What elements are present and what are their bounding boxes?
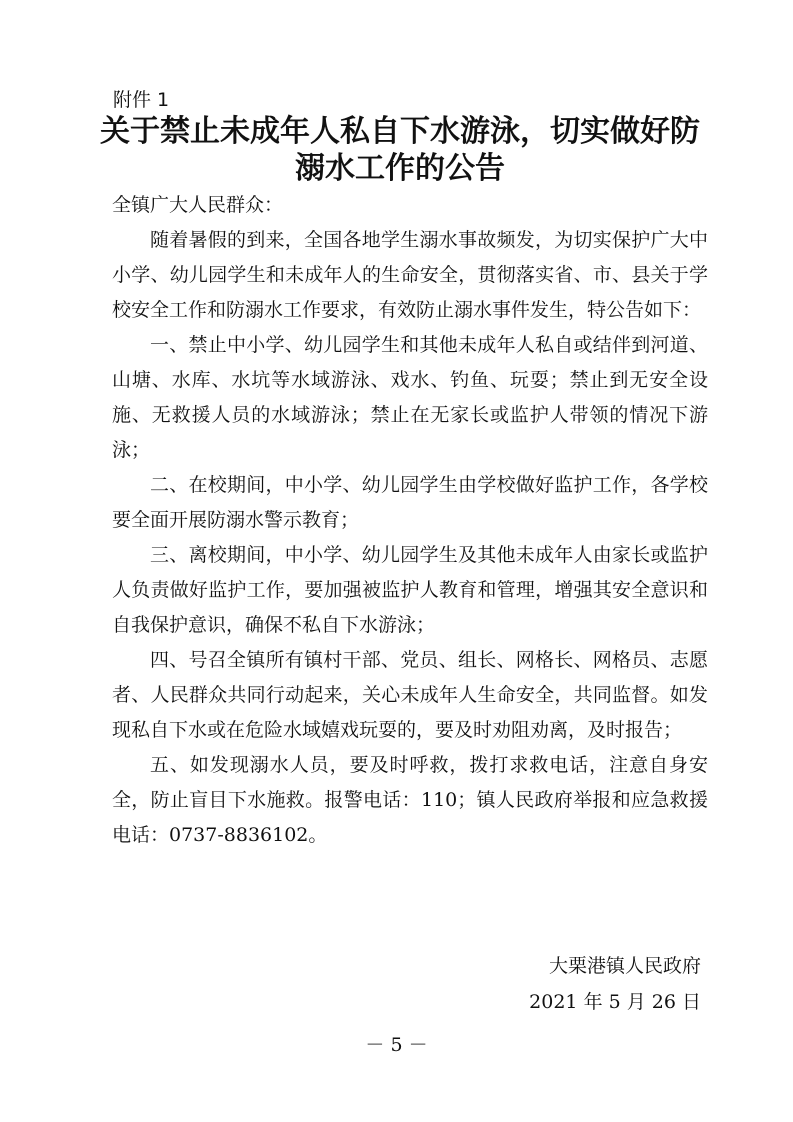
- paragraph-item-2: 二、在校期间，中小学、幼儿园学生由学校做好监护工作，各学校要全面开展防溺水警示教育；: [112, 474, 708, 531]
- page-number: － 5 －: [365, 1034, 428, 1056]
- salutation: 全镇广大人民群众：: [112, 194, 284, 216]
- document-title-line-1: 关于禁止未成年人私自下水游泳，切实做好防: [100, 114, 700, 149]
- paragraph-item-1: 一、禁止中小学、幼儿园学生和其他未成年人私自或结伴到河道、山塘、水库、水坑等水域游泳、戏水、钓鱼、玩耍；禁止到无安全设施、无救援人员的水域游泳；禁止在无家长或监护人带领的情况下游泳；: [112, 334, 708, 461]
- signature-date: 2021 年 5 月 26 日: [529, 991, 701, 1013]
- document-title-line-2: 溺水工作的公告: [295, 151, 505, 186]
- document-body: [112, 188, 708, 853]
- paragraph-item-3: 三、离校期间，中小学、幼儿园学生及其他未成年人由家长或监护人负责做好监护工作，要加强被监护人教育和管理，增强其安全意识和自我保护意识，确保不私自下水游泳；: [112, 544, 708, 636]
- paragraph-intro: 随着暑假的到来，全国各地学生溺水事故频发，为切实保护广大中小学、幼儿园学生和未成年人的生命安全，贯彻落实省、市、县关于学校安全工作和防溺水工作要求，有效防止溺水事件发生，特公告如下：: [112, 229, 708, 321]
- attachment-label: 附件 1: [113, 89, 170, 111]
- signature-organization: 大栗港镇人民政府: [548, 955, 701, 977]
- paragraph-item-5: 五、如发现溺水人员，要及时呼救，拨打求救电话，注意自身安全，防止盲目下水施救。报警电话：110；镇人民政府举报和应急救援电话：0737-8836102。: [112, 754, 708, 846]
- document-title: [100, 113, 700, 187]
- paragraph-item-4: 四、号召全镇所有镇村干部、党员、组长、网格长、网格员、志愿者、人民群众共同行动起来，关心未成年人生命安全，共同监督。如发现私自下水或在危险水域嬉戏玩耍的，要及时劝阻劝离，及时报告；: [112, 649, 708, 741]
